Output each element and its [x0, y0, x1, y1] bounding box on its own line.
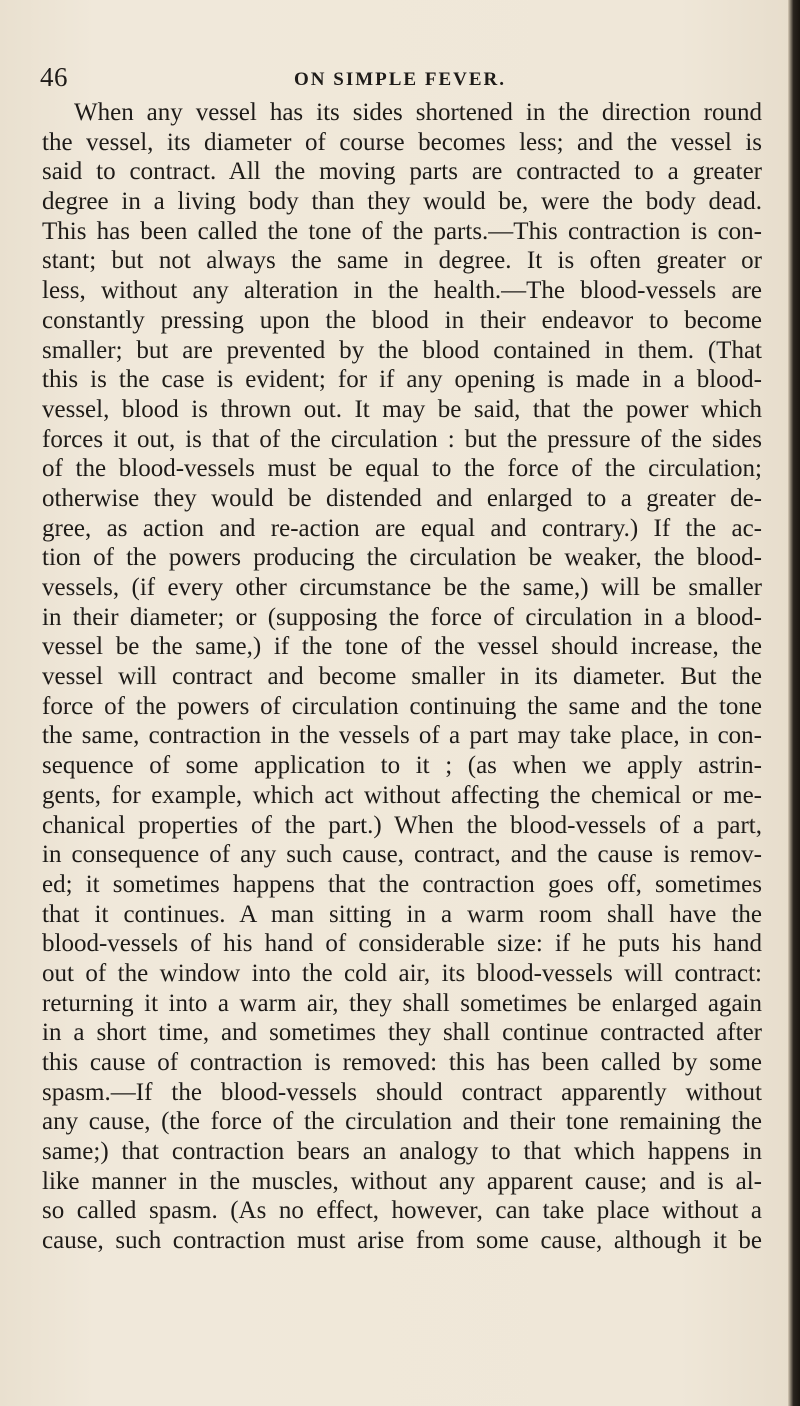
- text-line: the same, contraction in the vessels of a part may take place, in con-: [42, 722, 762, 750]
- text-line: force of the powers of circulation continuing the same and the tone: [42, 692, 762, 720]
- text-line: of the blood-vessels must be equal to the force of the circulation;: [42, 455, 762, 483]
- text-line: stant; but not always the same in degree. It is often greater or: [42, 247, 762, 275]
- text-line: that it continues. A man sitting in a warm room shall have the: [42, 900, 762, 928]
- running-title: ON SIMPLE FEVER.: [294, 69, 506, 90]
- text-line: vessel be the same,) if the tone of the vessel should increase, the: [42, 633, 762, 661]
- body-text: [42, 98, 762, 1256]
- page-edge-shadow: [788, 0, 800, 1406]
- page-number: 46: [40, 62, 68, 92]
- text-line: gents, for example, which act without affecting the chemical or me-: [42, 781, 762, 809]
- text-line: this cause of contraction is removed: this has been called by some: [42, 1049, 762, 1076]
- text-line: cause, such contraction must arise from some cause, although it be: [42, 1227, 762, 1255]
- text-line: said to contract. All the moving parts are contracted to a greater: [42, 158, 762, 186]
- text-line: smaller; but are prevented by the blood contained in them. (That: [42, 336, 762, 364]
- text-line: tion of the powers producing the circulation be weaker, the blood-: [42, 544, 762, 572]
- text-line: like manner in the muscles, without any apparent cause; and is al-: [42, 1167, 762, 1195]
- text-line: spasm.—If the blood-vessels should contract apparently without: [42, 1078, 762, 1106]
- text-line: out of the window into the cold air, its blood-vessels will contract:: [42, 959, 762, 987]
- text-line: so called spasm. (As no effect, however, can take place without a: [42, 1197, 762, 1225]
- text-line: otherwise they would be distended and enlarged to a greater de-: [42, 484, 762, 512]
- text-line: in their diameter; or (supposing the force of circulation in a blood-: [42, 603, 762, 631]
- text-line: returning it into a warm air, they shall sometimes be enlarged again: [42, 989, 762, 1017]
- text-line: in a short time, and sometimes they shall continue contracted after: [42, 1019, 762, 1047]
- text-line: forces it out, is that of the circulation : but the pressure of the sides: [42, 425, 762, 453]
- text-line: same;) that contraction bears an analogy to that which happens in: [42, 1138, 762, 1166]
- text-line: constantly pressing upon the blood in their endeavor to become: [42, 306, 762, 334]
- text-line: gree, as action and re-action are equal and contrary.) If the ac-: [42, 514, 762, 542]
- text-line: ed; it sometimes happens that the contraction goes off, sometimes: [42, 870, 762, 898]
- text-line: in consequence of any such cause, contract, and the cause is remov-: [42, 841, 762, 869]
- text-line: When any vessel has its sides shortened in the direction round: [74, 99, 762, 126]
- text-line: vessel, blood is thrown out. It may be said, that the power which: [42, 395, 762, 423]
- text-line: chanical properties of the part.) When the blood-vessels of a part,: [42, 811, 762, 839]
- page-header: [40, 62, 760, 92]
- text-line: degree in a living body than they would be, were the body dead.: [42, 188, 762, 216]
- text-line: vessel will contract and become smaller in its diameter. But the: [42, 663, 762, 691]
- text-line: the vessel, its diameter of course becomes less; and the vessel is: [42, 128, 762, 156]
- text-line: blood-vessels of his hand of considerable size: if he puts his hand: [42, 930, 762, 958]
- text-line: any cause, (the force of the circulation and their tone remaining the: [42, 1108, 762, 1136]
- text-line: This has been called the tone of the parts.—This contraction is con-: [42, 217, 762, 245]
- text-line: sequence of some application to it ; (as when we apply astrin-: [42, 752, 762, 780]
- text-line: vessels, (if every other circumstance be the same,) will be smaller: [42, 574, 762, 601]
- text-line: less, without any alteration in the health.—The blood-vessels are: [42, 277, 762, 305]
- text-line: this is the case is evident; for if any opening is made in a blood-: [42, 366, 762, 394]
